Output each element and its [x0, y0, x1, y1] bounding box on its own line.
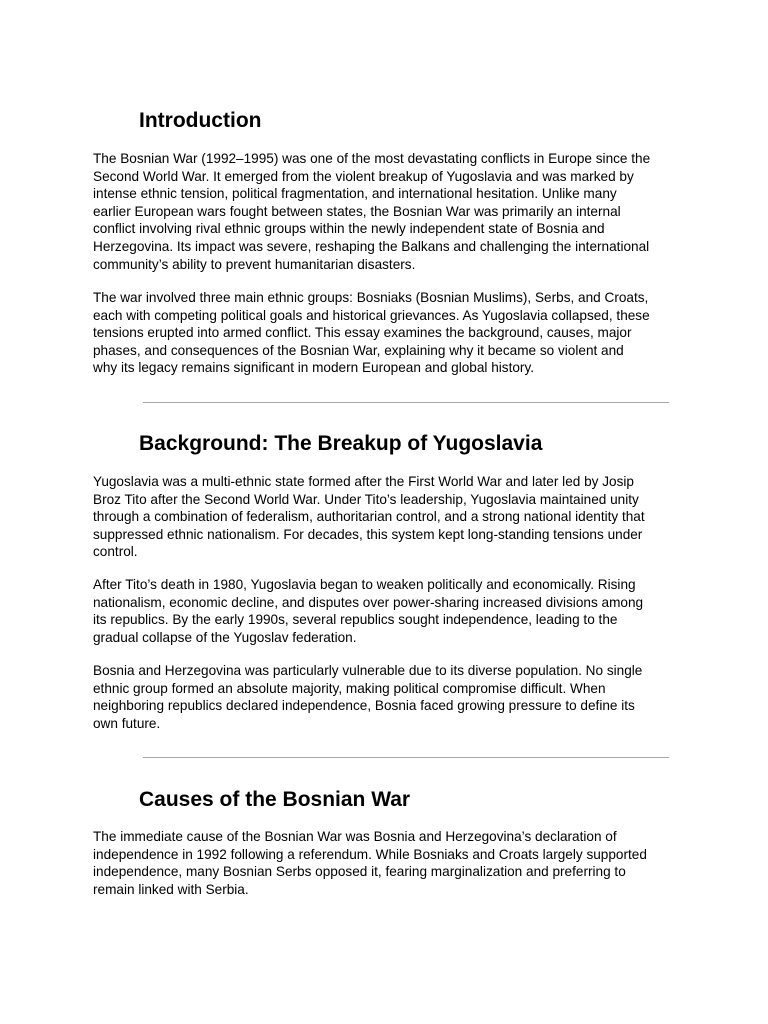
text-line: After Tito’s death in 1980, Yugoslavia began to weaken politically and economically. Rising: [93, 577, 636, 592]
text-line: Second World War. It emerged from the violent breakup of Yugoslavia and was marked by: [93, 168, 634, 184]
text-line: Yugoslavia was a multi-ethnic state formed after the First World War and later led by Josip: [93, 474, 634, 489]
text-line: neighboring republics declared independence, Bosnia faced growing pressure to define its: [93, 698, 635, 714]
text-line: The immediate cause of the Bosnian War was Bosnia and Herzegovina’s declaration of: [93, 829, 617, 844]
paragraph-background-1: [93, 473, 683, 561]
text-line: control.: [93, 544, 138, 560]
text-line: independence, many Bosnian Serbs opposed it, fearing marginalization and preferring to: [93, 864, 626, 880]
section-heading-background: Background: The Breakup of Yugoslavia: [139, 432, 543, 455]
text-line: phases, and consequences of the Bosnian War, explaining why it became so violent and: [93, 342, 624, 358]
text-line: gradual collapse of the Yugoslav federation.: [93, 629, 357, 645]
section-divider: [143, 402, 669, 403]
text-line: intense ethnic tension, political fragmentation, and international hesitation. Unlike many: [93, 186, 617, 202]
section-heading-introduction: Introduction: [139, 109, 262, 132]
text-line: why its legacy remains significant in modern European and global history.: [93, 360, 535, 376]
text-line: own future.: [93, 715, 161, 731]
text-line: earlier European wars fought between states, the Bosnian War was primarily an internal: [93, 203, 621, 219]
text-line: its republics. By the early 1990s, several republics sought independence, leading to the: [93, 612, 618, 628]
section-heading-causes: Causes of the Bosnian War: [139, 788, 411, 811]
text-line: community’s ability to prevent humanitarian disasters.: [93, 256, 416, 272]
paragraph-causes-1: [93, 828, 683, 898]
text-line: Bosnia and Herzegovina was particularly vulnerable due to its diverse population. No single: [93, 663, 643, 678]
text-line: The Bosnian War (1992–1995) was one of the most devastating conflicts in Europe since the: [93, 151, 651, 166]
section-divider: [143, 757, 669, 758]
text-line: Herzegovina. Its impact was severe, reshaping the Balkans and challenging the international: [93, 238, 650, 254]
paragraph-background-3: [93, 662, 683, 732]
text-line: tensions erupted into armed conflict. This essay examines the background, causes, major: [93, 325, 632, 341]
text-line: each with competing political goals and historical grievances. As Yugoslavia collapsed, these: [93, 307, 650, 323]
text-line: independence in 1992 following a referendum. While Bosniaks and Croats largely supported: [93, 846, 647, 862]
text-line: remain linked with Serbia.: [93, 881, 249, 897]
text-line: conflict involving rival ethnic groups within the newly independent state of Bosnia and: [93, 221, 605, 237]
text-line: nationalism, economic decline, and disputes over power-sharing increased divisions among: [93, 594, 644, 610]
paragraph-introduction-2: [93, 289, 683, 377]
paragraph-background-2: [93, 576, 683, 646]
text-line: suppressed ethnic nationalism. For decades, this system kept long-standing tensions under: [93, 526, 643, 542]
text-line: through a combination of federalism, authoritarian control, and a strong national identity that: [93, 509, 645, 525]
text-line: Broz Tito after the Second World War. Under Tito’s leadership, Yugoslavia maintained unity: [93, 491, 639, 507]
paragraph-introduction-1: [93, 150, 683, 273]
text-line: The war involved three main ethnic groups: Bosniaks (Bosnian Muslims), Serbs, and Croats,: [93, 290, 649, 305]
text-line: ethnic group formed an absolute majority, making political compromise difficult. When: [93, 680, 606, 696]
